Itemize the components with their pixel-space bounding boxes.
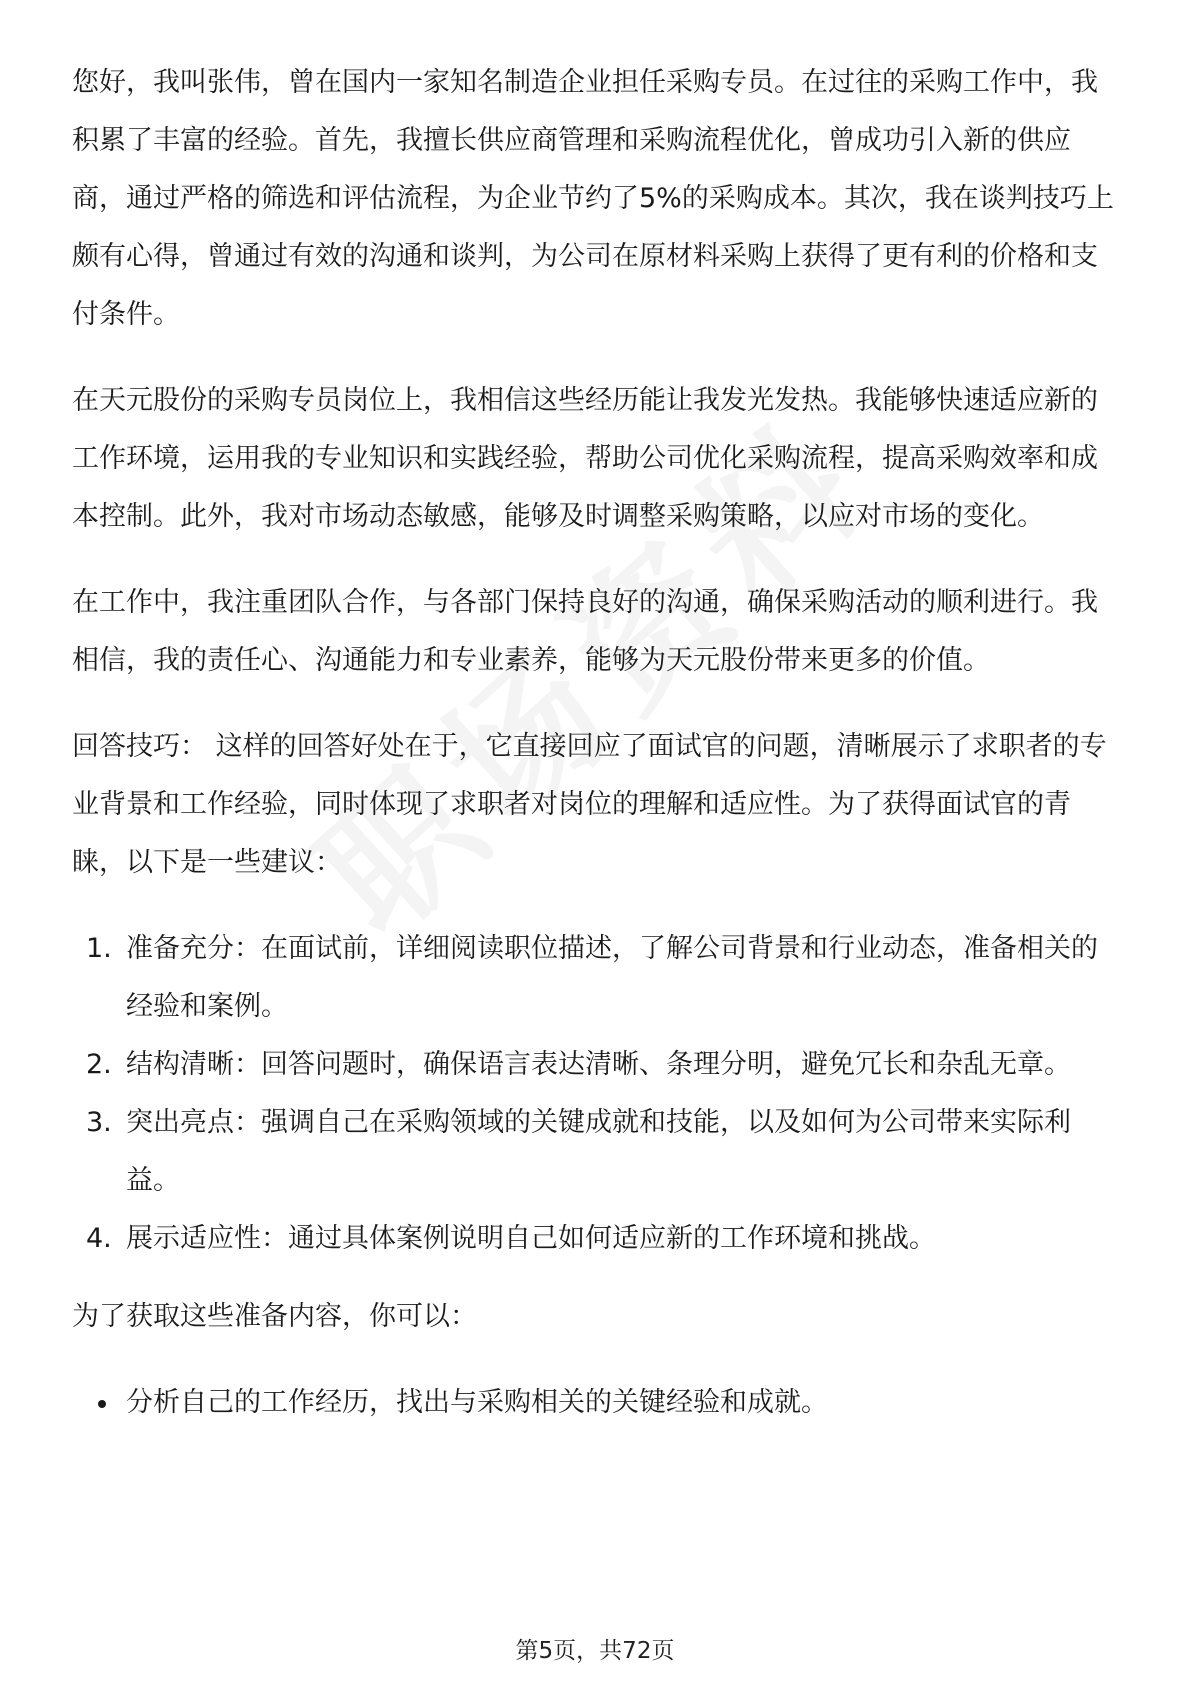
paragraph-answer-tips: 回答技巧： 这样的回答好处在于，它直接回应了面试官的问题，清晰展示了求职者的专业背景和工作经验，同时体现了求职者对岗位的理解和适应性。为了获得面试官的青睐，以下是一些建议： [72, 731, 1107, 878]
paragraph-intro: 您好，我叫张伟，曾在国内一家知名制造企业担任采购专员。在过往的采购工作中，我积累了丰富的经验。首先，我擅长供应商管理和采购流程优化，曾成功引入新的供应商，通过严格的筛选和评估流程，为企业节约了5%的采购成本。其次，我在谈判技巧上颇有心得，曾通过有效的沟通和谈判，为公司在原材料采购上获得了更有利的价格和支付条件。 [72, 67, 1114, 330]
paragraph-teamwork: 在工作中，我注重团队合作，与各部门保持良好的沟通，确保采购活动的顺利进行。我相信，我的责任心、沟通能力和专业素养，能够为天元股份带来更多的价值。 [72, 587, 1098, 676]
list-text: 分析自己的工作经历，找出与采购相关的关键经验和成就。 [126, 1387, 828, 1418]
list-number: 4. [86, 1223, 112, 1254]
paragraph-prep-intro: 为了获取这些准备内容，你可以： [72, 1301, 477, 1332]
bullet-dot-icon [98, 1400, 106, 1408]
list-item [72, 1036, 1122, 1094]
list-item [72, 1374, 1122, 1432]
paragraph-fit: 在天元股份的采购专员岗位上，我相信这些经历能让我发光发热。我能够快速适应新的工作环境，运用我的专业知识和实践经验，帮助公司优化采购流程，提高采购效率和成本控制。此外，我对市场动态敏感，能够及时调整采购策略，以应对市场的变化。 [72, 385, 1098, 532]
page-footer: 第5页，共72页 [515, 1638, 675, 1664]
list-item [72, 920, 1122, 1036]
list-text: 结构清晰：回答问题时，确保语言表达清晰、条理分明，避免冗长和杂乱无章。 [126, 1049, 1071, 1080]
list-number: 2. [86, 1049, 112, 1080]
list-text: 突出亮点：强调自己在采购领域的关键成就和技能，以及如何为公司带来实际利益。 [126, 1107, 1071, 1196]
list-number: 3. [86, 1107, 112, 1138]
list-item [72, 1210, 1122, 1268]
list-text: 准备充分：在面试前，详细阅读职位描述，了解公司背景和行业动态，准备相关的经验和案例。 [126, 933, 1098, 1022]
list-item [72, 1094, 1122, 1210]
list-number: 1. [86, 933, 112, 964]
document-body [72, 54, 1122, 1432]
tips-list [72, 920, 1122, 1268]
list-text: 展示适应性：通过具体案例说明自己如何适应新的工作环境和挑战。 [126, 1223, 936, 1254]
bullet-list [72, 1374, 1122, 1432]
